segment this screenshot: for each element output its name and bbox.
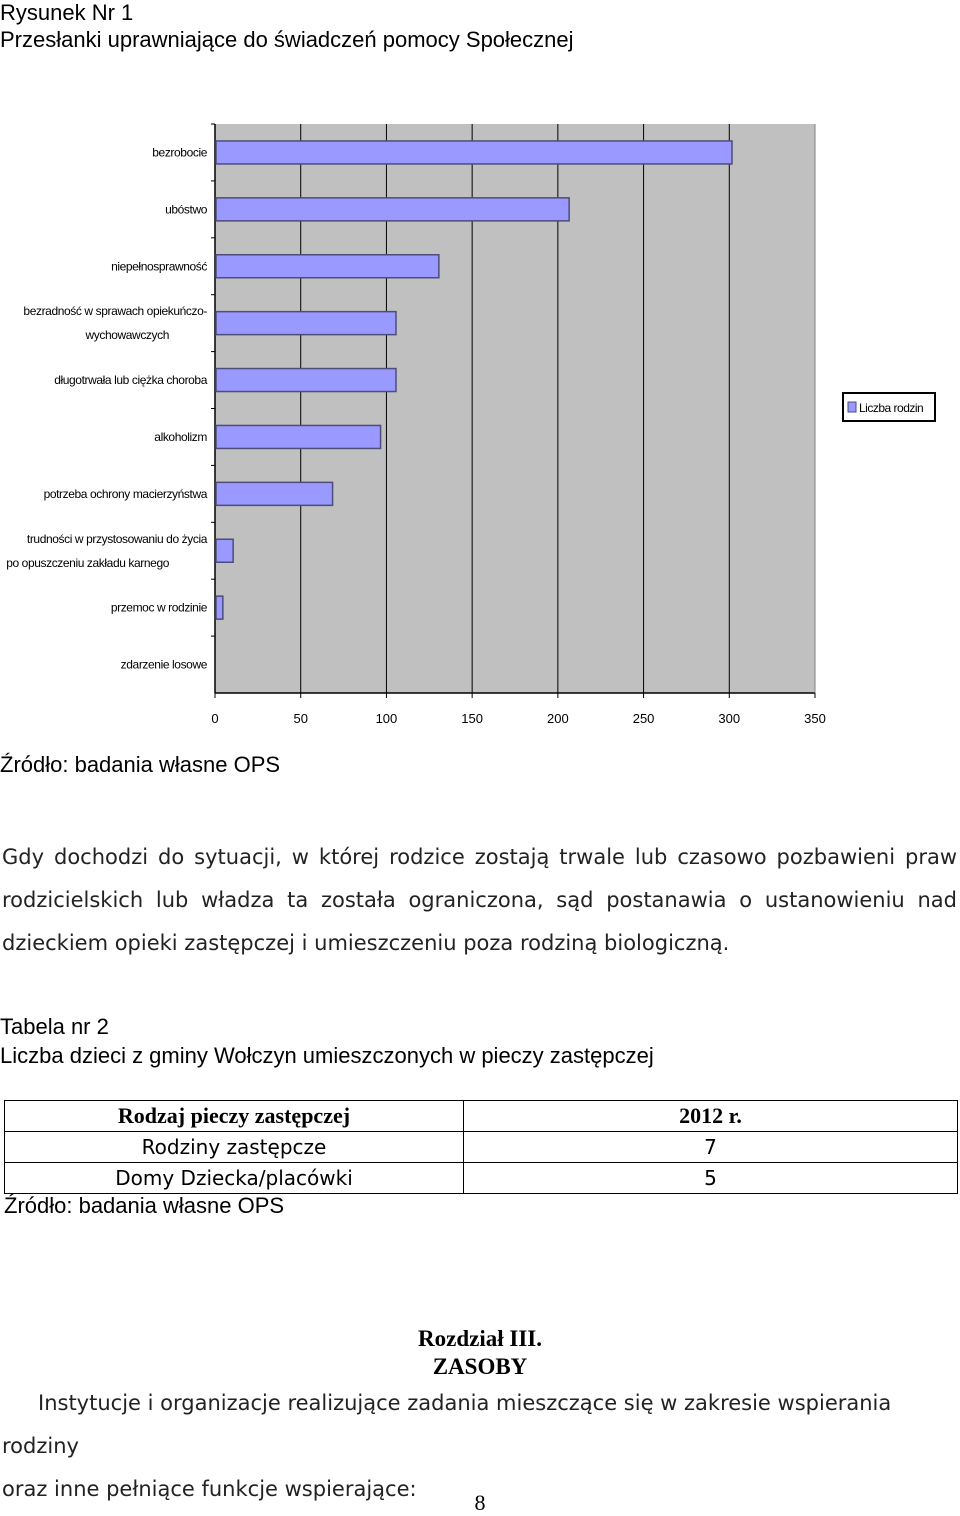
x-tick-label: 150 [461,711,483,726]
table-title: Liczba dzieci z gminy Wołczyn umieszczonych w pieczy zastępczej [0,1043,654,1068]
category-label: trudności w przystosowaniu do życia [26,531,207,546]
chapter-title: ZASOBY [432,1354,528,1379]
bar [216,425,381,448]
bar [216,312,396,335]
category-label: potrzeba ochrony macierzyństwa [43,486,207,501]
body-paragraph: Gdy dochodzi do sytuacji, w której rodzice zostają trwale lub czasowo pozbawieni praw rodzicielskich lub władza ta została ograniczona, sąd postanawia o ustanowieniu nad dzieckiem opieki zastępczej i umieszczeniu poza rodziną biologiczną. [2,845,957,955]
table-source: Źródło: badania własne OPS [4,1193,285,1218]
category-label: przemoc w rodzinie [110,600,207,615]
category-label: bezradność w sprawach opiekuńczo- [23,304,207,319]
x-tick-label: 350 [804,711,826,726]
x-tick-label: 200 [547,711,569,726]
x-tick-label: 250 [632,711,655,726]
table-cell: 5 [464,1163,958,1194]
table-cell: 7 [464,1132,958,1163]
category-label: wychowawczych [85,328,169,343]
table-row [5,1163,958,1194]
bar [216,482,333,505]
chapter-label: Rozdział III. [418,1326,542,1351]
legend-label: Liczba rodzin [859,401,924,415]
category-label: ubóstwo [165,202,207,217]
table-header-row [5,1101,958,1132]
bar [216,255,439,278]
table-number: Tabela nr 2 [0,1014,109,1039]
bar [216,141,732,164]
bar-chart [0,110,960,730]
category-label: długotrwała lub ciężka choroba [54,373,207,388]
table-header-cell: Rodzaj pieczy zastępczej [5,1101,464,1132]
category-label: zdarzenie losowe [120,657,207,672]
table-cell: Rodziny zastępcze [5,1132,464,1163]
table-row [5,1132,958,1163]
figure-number: Rysunek Nr 1 [0,0,134,25]
foster-care-table [4,1100,958,1194]
chapter-intro-line: oraz inne pełniące funkcje wspierające: [2,1477,417,1501]
bar [216,596,223,619]
category-label: po opuszczeniu zakładu karnego [6,555,169,570]
table-header-cell: 2012 r. [464,1101,958,1132]
figure-title: Przesłanki uprawniające do świadczeń pomocy Społecznej [0,27,574,52]
bar [216,369,396,392]
category-label: alkoholizm [154,429,207,444]
x-tick-label: 100 [375,711,398,726]
chart-source: Źródło: badania własne OPS [0,752,281,777]
page-number: 8 [474,1490,486,1515]
category-label: bezrobocie [152,145,207,160]
x-tick-label: 300 [718,711,741,726]
bar [216,198,569,221]
x-tick-label: 50 [293,711,308,726]
bar [216,539,233,562]
legend-swatch [848,402,856,412]
chapter-intro-line: Instytucje i organizacje realizujące zadania mieszczące się w zakresie wspierania rodziny [2,1391,892,1458]
table-cell: Domy Dziecka/placówki [5,1163,464,1194]
x-tick-label: 0 [211,711,219,726]
category-label: niepełnosprawność [111,259,207,274]
